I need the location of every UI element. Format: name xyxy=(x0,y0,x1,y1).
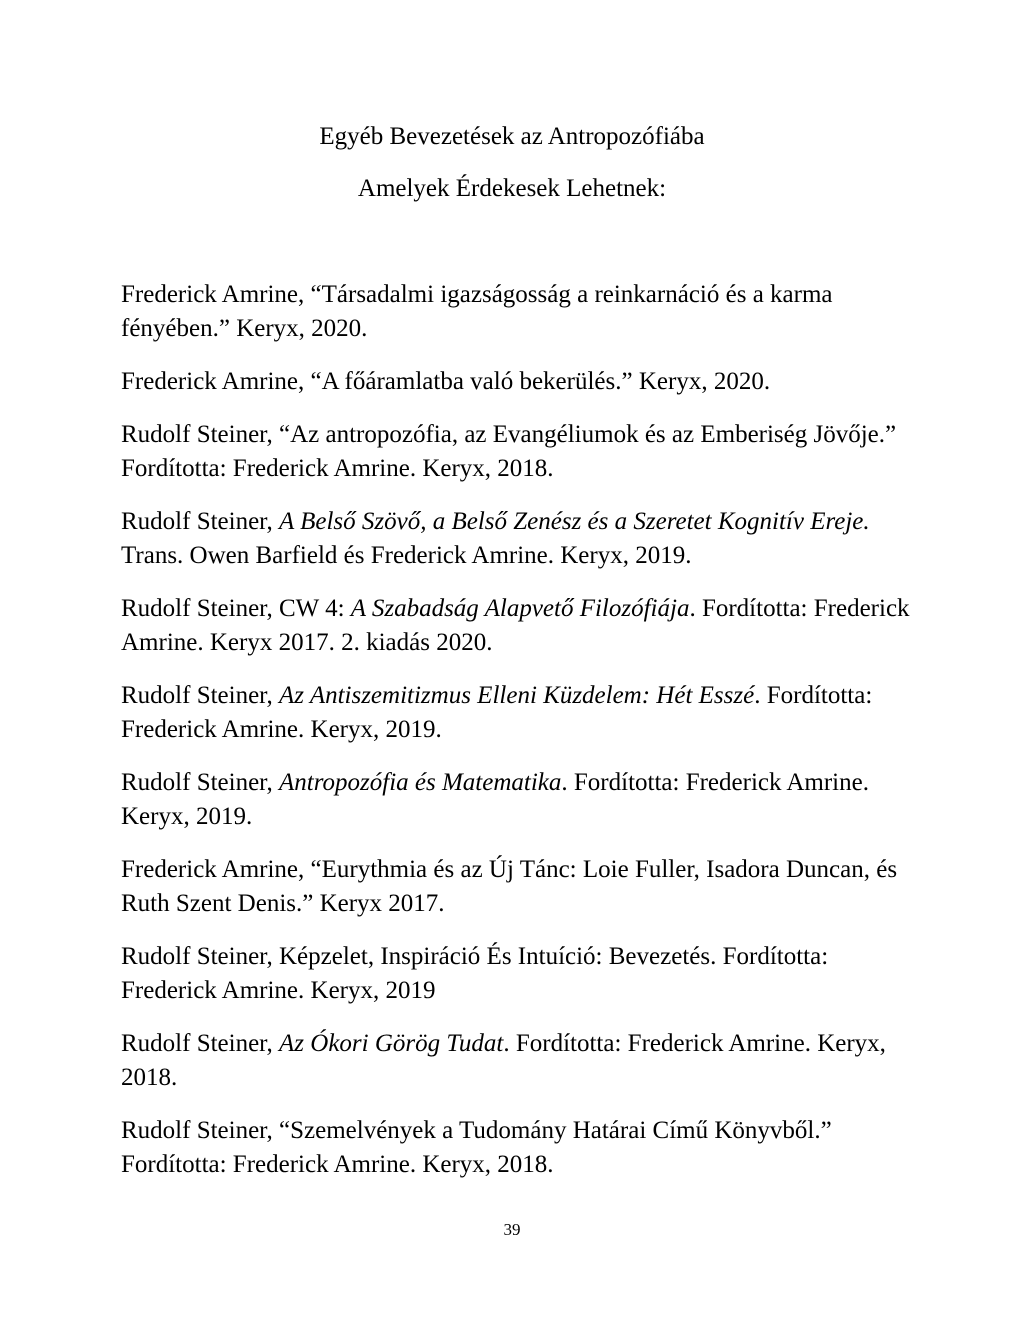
bibliography-list xyxy=(121,278,911,1201)
bibliography-entry-8 xyxy=(121,853,911,921)
entry-text: . Fordította: Frederick Amrine. Keryx, 2019. xyxy=(121,682,873,743)
entry-text: Rudolf Steiner, xyxy=(121,1030,280,1057)
entry-text: Trans. Owen Barfield és Frederick Amrine. Keryx, 2019. xyxy=(121,542,692,569)
entry-text: Frederick Amrine, “Eurythmia és az Új Tánc: Loie Fuller, Isadora Duncan, és Ruth Szent Denis.” Keryx 2017. xyxy=(121,856,898,917)
bibliography-entry-5 xyxy=(121,592,911,660)
entry-title-italic: Az Antiszemitizmus Elleni Küzdelem: Hét Esszé xyxy=(279,682,755,709)
heading-line-1: Egyéb Bevezetések az Antropozófiába xyxy=(319,123,705,150)
entry-title-italic: A Belső Szövő, a Belső Zenész és a Szeretet Kognitív Ereje. xyxy=(279,508,870,535)
bibliography-entry-9 xyxy=(121,940,911,1008)
entry-text: Rudolf Steiner, “Szemelvények a Tudomány Határai Című Könyvből.” Fordította: Frederick Amrine. Keryx, 2018. xyxy=(121,1117,832,1178)
entry-text: Rudolf Steiner, “Az antropozófia, az Evangéliumok és az Emberiség Jövője.” Fordította: Frederick Amrine. Keryx, 2018. xyxy=(121,421,897,482)
entry-text: Rudolf Steiner, CW 4: xyxy=(121,595,351,622)
entry-text: . Fordította: Frederick Amrine. Keryx 2017. 2. kiadás 2020. xyxy=(121,595,910,656)
bibliography-entry-3 xyxy=(121,418,911,486)
heading-line-2: Amelyek Érdekesek Lehetnek: xyxy=(357,175,667,202)
bibliography-entry-4 xyxy=(121,505,911,573)
bibliography-entry-11 xyxy=(121,1114,911,1182)
entry-text: Frederick Amrine, “A főáramlatba való bekerülés.” Keryx, 2020. xyxy=(121,368,771,395)
bibliography-entry-2 xyxy=(121,365,911,399)
bibliography-entry-10 xyxy=(121,1027,911,1095)
entry-text: Rudolf Steiner, xyxy=(121,682,280,709)
entry-title-italic: Az Ókori Görög Tudat xyxy=(279,1030,504,1057)
entry-text: . Fordította: Frederick Amrine. Keryx, 2019. xyxy=(121,769,869,830)
bibliography-entry-1 xyxy=(121,278,911,346)
entry-text: . Fordította: Frederick Amrine. Keryx, 2018. xyxy=(121,1030,886,1091)
bibliography-entry-6 xyxy=(121,679,911,747)
entry-text: Rudolf Steiner, xyxy=(121,508,280,535)
page-number: 39 xyxy=(503,1220,521,1239)
entry-title-italic: A Szabadság Alapvető Filozófiája xyxy=(350,595,690,622)
entry-text: Frederick Amrine, “Társadalmi igazságosság a reinkarnáció és a karma fényében.” Keryx, 2020. xyxy=(121,281,833,342)
bibliography-entry-7 xyxy=(121,766,911,834)
entry-text: Rudolf Steiner, xyxy=(121,769,280,796)
entry-title-italic: Antropozófia és Matematika xyxy=(279,769,562,796)
entry-text: Rudolf Steiner, Képzelet, Inspiráció És Intuíció: Bevezetés. Fordította: Frederick Amrine. Keryx, 2019 xyxy=(121,943,829,1004)
